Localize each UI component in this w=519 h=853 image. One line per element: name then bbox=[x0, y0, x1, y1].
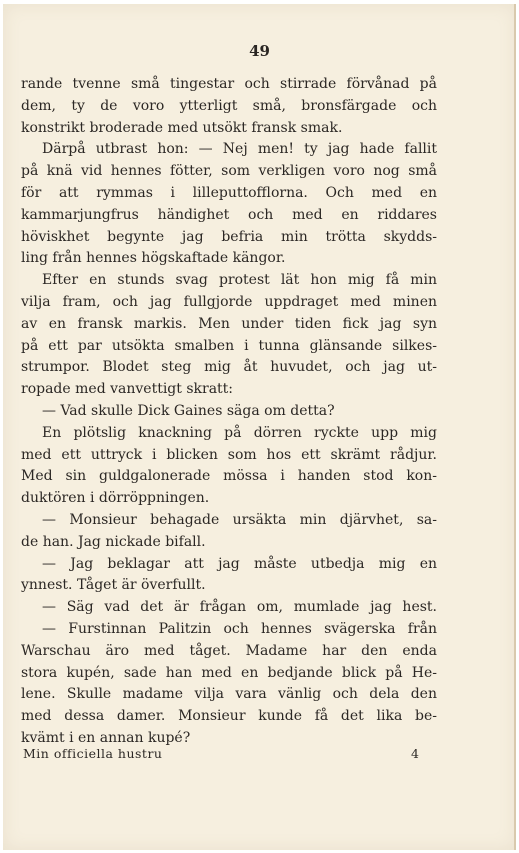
text-line: Efter en stunds svag protest lät hon mig få min bbox=[42, 272, 437, 289]
text-line: ropade med vanvettigt skratt: bbox=[21, 381, 234, 398]
text-line: vilja fram, och jag fullgjorde uppdraget med minen bbox=[21, 293, 437, 310]
signature-mark: 4 bbox=[411, 746, 419, 761]
text-line: rande tvenne små tingestar och stirrade förvånad på bbox=[21, 76, 437, 92]
text-line: på knä vid hennes fötter, som verkligen voro nog små bbox=[21, 163, 437, 180]
text-line: strumpor. Blodet steg mig åt huvudet, och jag ut- bbox=[21, 359, 437, 376]
text-line: Därpå utbrast hon: — Nej men! ty jag hade fallit bbox=[42, 141, 437, 158]
text-line: med dessa damer. Monsieur kunde få det lika be- bbox=[21, 708, 437, 725]
body-text bbox=[21, 74, 437, 750]
text-line: höviskhet begynte jag befria min trötta skydds- bbox=[21, 228, 437, 245]
text-line: med ett uttryck i blicken som hos ett skrämt rådjur. bbox=[21, 446, 437, 463]
text-line: Med sin guldgalonerade mössa i handen stod kon- bbox=[21, 468, 437, 485]
page-edge bbox=[514, 4, 516, 850]
page-number: 49 bbox=[249, 42, 270, 60]
text-line: kvämt i en annan kupé? bbox=[21, 729, 191, 746]
running-footer-title: Min officiella hustru bbox=[23, 746, 163, 761]
text-line: lene. Skulle madame vilja vara vänlig och dela den bbox=[21, 686, 437, 703]
text-line: En plötslig knackning på dörren ryckte upp mig bbox=[42, 424, 437, 441]
text-line: för att rymmas i lilleputtofflorna. Och med en bbox=[21, 184, 437, 201]
text-line: av en fransk markis. Men under tiden fick jag syn bbox=[21, 315, 437, 332]
text-line: ynnest. Tåget är överfullt. bbox=[21, 577, 206, 594]
text-line: Warschau äro med tåget. Madame har den enda bbox=[21, 642, 437, 659]
text-line: de han. Jag nickade bifall. bbox=[21, 533, 206, 550]
text-line: kammarjungfrus händighet och med en riddares bbox=[21, 206, 437, 223]
text-line: — Vad skulle Dick Gaines säga om detta? bbox=[42, 402, 335, 419]
text-line: — Jag beklagar att jag måste utbedja mig en bbox=[42, 555, 437, 572]
text-line: dem, ty de voro ytterligt små, bronsfärgade och bbox=[21, 97, 437, 114]
book-page bbox=[3, 4, 516, 850]
text-line: stora kupén, sade han med en bedjande blick på He- bbox=[21, 664, 437, 681]
text-line: på ett par utsökta smalben i tunna glänsande silkes- bbox=[21, 337, 437, 354]
text-line: ling från hennes högskaftade kängor. bbox=[21, 250, 286, 267]
text-line: konstrikt broderade med utsökt fransk smak. bbox=[21, 119, 343, 136]
text-line: duktören i dörröppningen. bbox=[21, 490, 210, 507]
text-line: — Säg vad det är frågan om, mumlade jag hest. bbox=[42, 599, 437, 616]
text-line: — Furstinnan Palitzin och hennes svägerska från bbox=[42, 620, 437, 637]
text-line: — Monsieur behagade ursäkta min djärvhet, sa- bbox=[42, 511, 437, 528]
